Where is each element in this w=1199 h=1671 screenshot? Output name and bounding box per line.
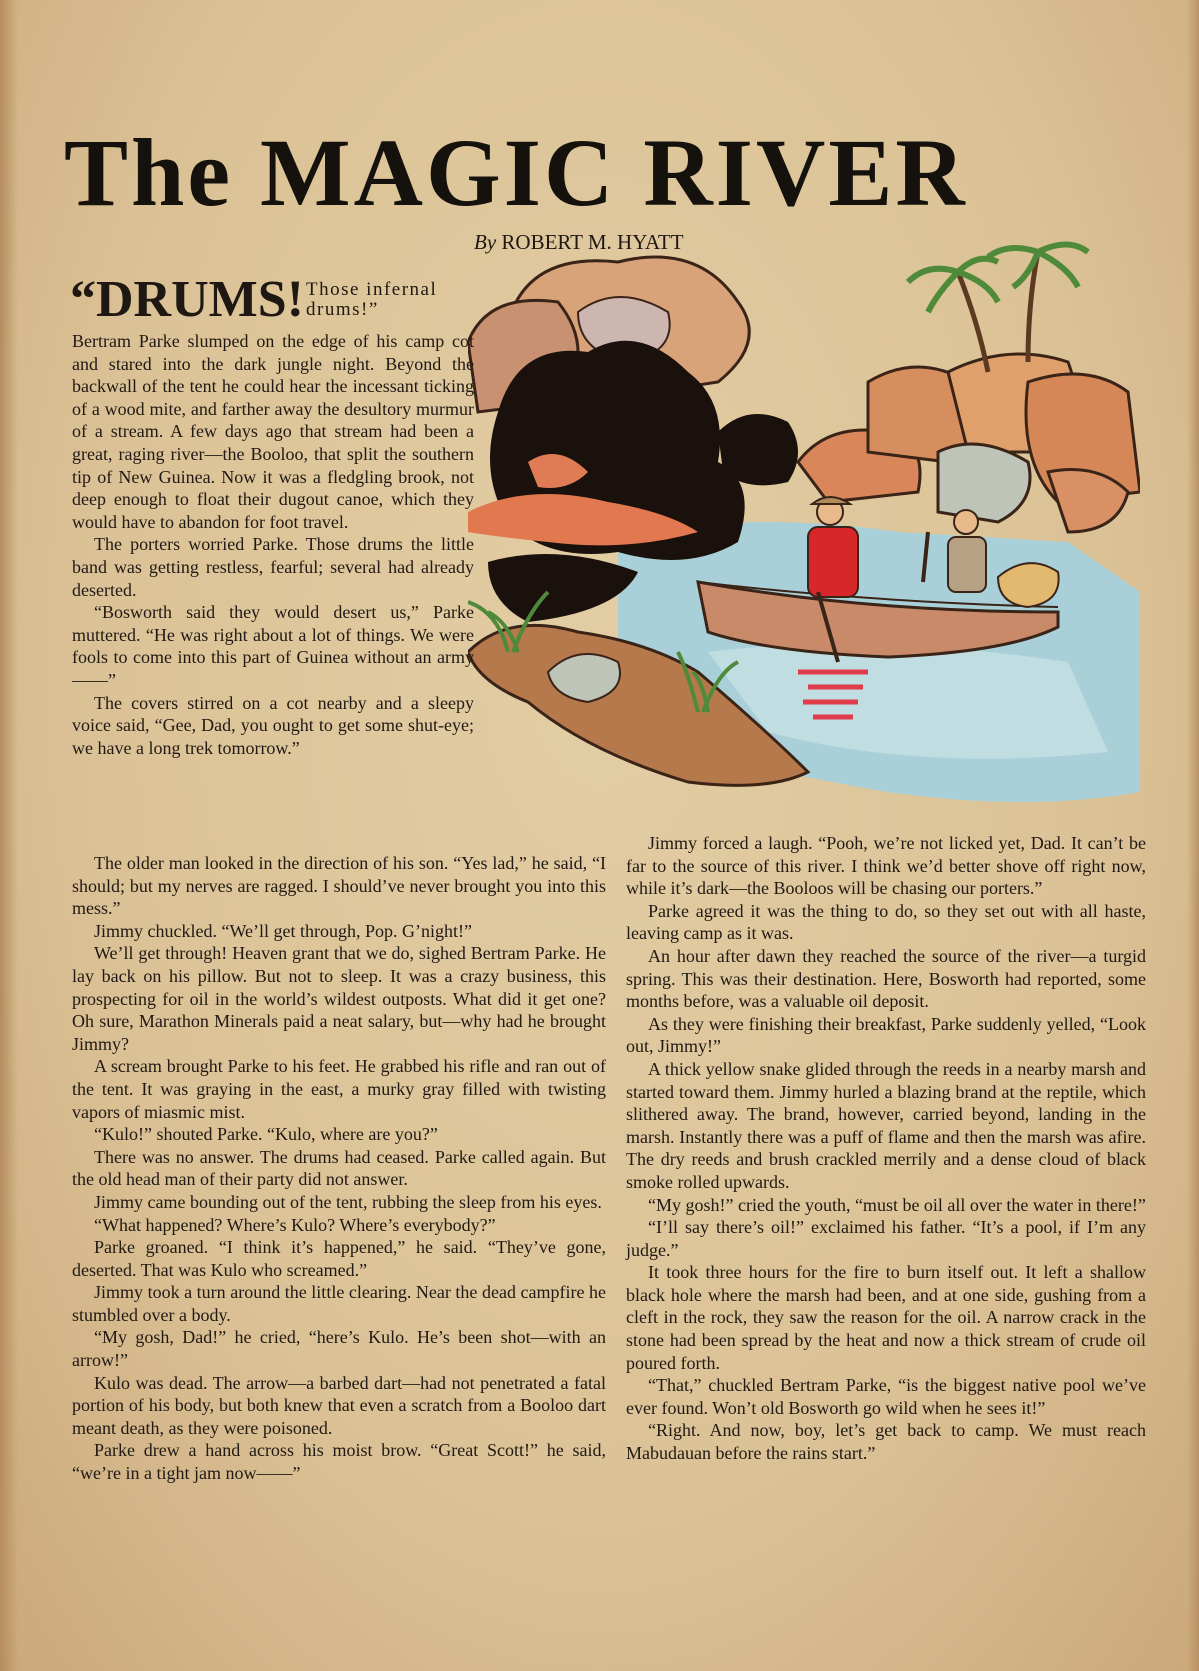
column-left-bottom (72, 852, 606, 1485)
paragraph: Jimmy came bounding out of the tent, rubbing the sleep from his eyes. (94, 1191, 602, 1212)
paragraph: The porters worried Parke. Those drums the little band was getting restless, fearful; several had already deserted. (72, 534, 474, 600)
paragraph: Kulo was dead. The arrow—a barbed dart—had not penetrated a fatal portion of his body, but both knew that even a scratch from a Booloo dart meant death, as they were poisoned. (72, 1372, 606, 1438)
paragraph: “My gosh!” cried the youth, “must be oil all over the water in there!” (648, 1194, 1146, 1215)
paragraph: The covers stirred on a cot nearby and a sleepy voice said, “Gee, Dad, you ought to get some shut-eye; we have a long trek tomorrow.” (72, 692, 474, 758)
paragraph: Jimmy chuckled. “We’ll get through, Pop. G’night!” (94, 920, 472, 941)
paragraph: A scream brought Parke to his feet. He grabbed his rifle and ran out of the tent. It was graying in the east, a murky gray filled with twisting vapors of miasmic mist. (72, 1056, 606, 1122)
author-name: ROBERT M. HYATT (501, 230, 684, 254)
column-right (626, 832, 1146, 1465)
river-canoe-illustration (468, 232, 1140, 828)
paragraph: An hour after dawn they reached the source of the river—a turgid spring. This was their destination. Here, Bosworth had reported, some months before, was a valuable oil deposit. (626, 945, 1146, 1012)
paragraph: “My gosh, Dad!” he cried, “here’s Kulo. He’s been shot—with an arrow!” (72, 1327, 606, 1371)
paragraph: There was no answer. The drums had ceased. Parke called again. But the old head man of their party did not answer. (72, 1146, 606, 1190)
paragraph: “Bosworth said they would desert us,” Parke muttered. “He was right about a lot of things. We were fools to come into this part of Guinea without an army——” (72, 602, 474, 690)
paragraph: Parke drew a hand across his moist brow. “Great Scott!” he said, “we’re in a tight jam now——” (72, 1440, 606, 1484)
drop-cap-word: “DRUMS! (70, 271, 304, 328)
paragraph: Bertram Parke slumped on the edge of his camp cot and stared into the dark jungle night. Beyond the backwall of the tent he could hear the incessant ticking of a wood mite, and farther away the desultory murmur of a stream. A few days ago that stream had been a great, raging river—the Booloo, that split the southern tip of New Guinea. Now it was a fledgling brook, not deep enough to float their dugout canoe, which they would have to abandon for foot travel. (72, 331, 474, 532)
paragraph: “What happened? Where’s Kulo? Where’s everybody?” (94, 1214, 496, 1235)
paragraph: “I’ll say there’s oil!” exclaimed his father. “It’s a pool, if I’m any judge.” (626, 1217, 1146, 1260)
paragraph: We’ll get through! Heaven grant that we do, sighed Bertram Parke. He lay back on his pillow. But not to sleep. It was a crazy business, this prospecting for oil in the world’s wildest outposts. What did it get one? Oh sure, Marathon Minerals paid a neat salary, but—why had he brought Jimmy? (72, 943, 606, 1054)
paragraph: Jimmy took a turn around the little clearing. Near the dead campfire he stumbled over a body. (72, 1282, 606, 1325)
paragraph: Jimmy forced a laugh. “Pooh, we’re not licked yet, Dad. It can’t be far to the source of this river. I think we’d better shove off right now, while it’s dark—the Booloos will be chasing our porters.” (626, 833, 1146, 899)
paragraph: Parke agreed it was the thing to do, so they set out with all haste, leaving camp as it was. (626, 900, 1146, 944)
drop-cap-continuation: Those infernal drums!” (306, 279, 438, 320)
article-title: The MAGIC RIVER (64, 119, 968, 226)
paragraph: It took three hours for the fire to burn itself out. It left a shallow black hole where the marsh had been, and at one side, gushing from a cleft in the rock, they saw the reason for the oil. A narrow crack in the stone had been spread by the heat and now a thick stream of crude oil poured forth. (626, 1262, 1146, 1373)
paragraph: “That,” chuckled Bertram Parke, “is the biggest native pool we’ve ever found. Won’t old Bosworth go wild when he sees it!” (626, 1375, 1146, 1418)
paragraph: “Right. And now, boy, let’s get back to camp. We must reach Mabudauan before the rains start.” (626, 1420, 1146, 1464)
paragraph: As they were finishing their breakfast, Parke suddenly yelled, “Look out, Jimmy!” (626, 1013, 1146, 1057)
byline-prefix: By (474, 230, 497, 254)
paragraph: The older man looked in the direction of his son. “Yes lad,” he said, “I should; but my nerves are ragged. I should’ve never brought you into this mess.” (72, 853, 606, 919)
drop-cap-opening (70, 272, 472, 332)
column-left-top (72, 330, 474, 759)
paragraph: A thick yellow snake glided through the reeds in a nearby marsh and started toward them. Jimmy hurled a blazing brand at the reptile, which slithered away. The brand, however, carried beyond, landing in the marsh. Instantly there was a puff of flame and then the marsh was afire. The dry reeds and brush crackled merrily and a dense cloud of black smoke rolled upwards. (626, 1058, 1146, 1192)
paragraph: Parke groaned. “I think it’s happened,” he said. “They’ve gone, deserted. That was Kulo who screamed.” (72, 1237, 606, 1280)
paragraph: “Kulo!” shouted Parke. “Kulo, where are you?” (94, 1124, 438, 1145)
